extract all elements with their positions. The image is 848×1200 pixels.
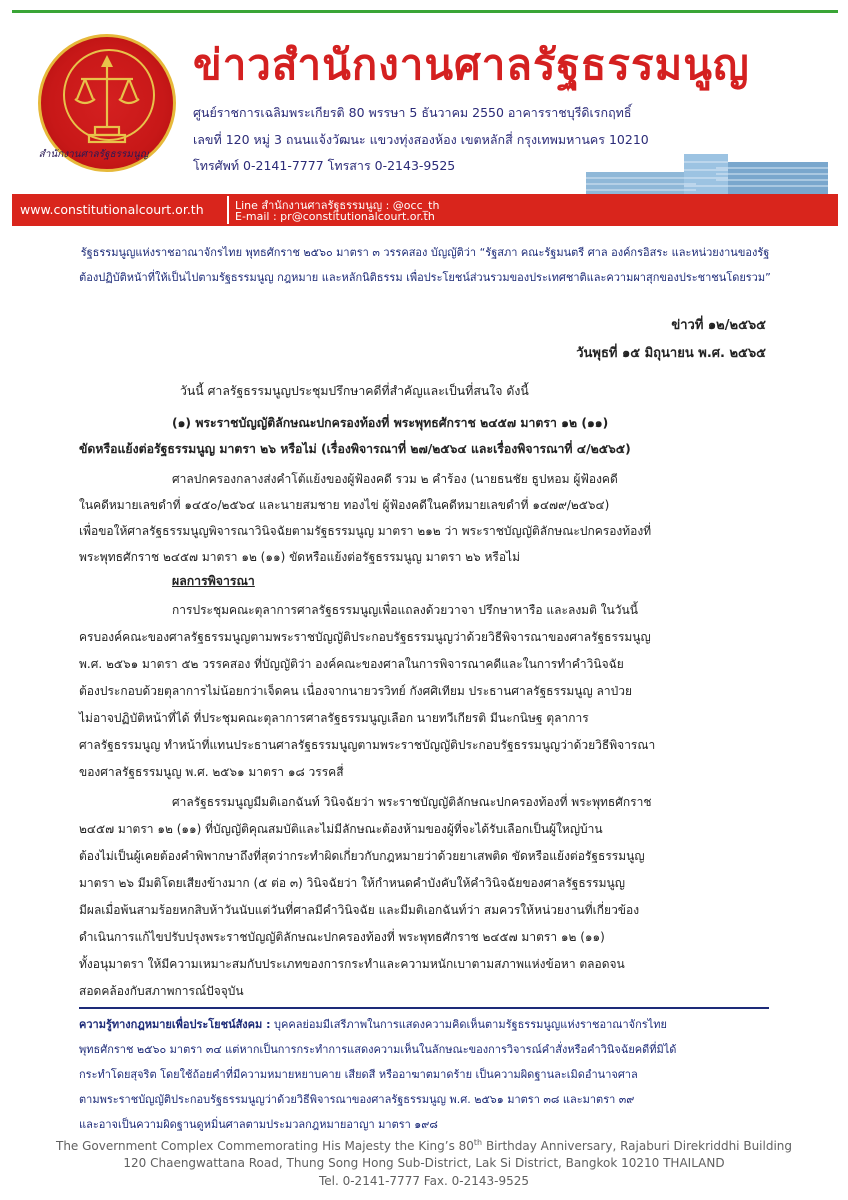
paragraph-line: การประชุมคณะตุลาการศาลรัฐธรรมนูญเพื่อแถลงด้วยวาจา ปรึกษาหารือ และลงมติ ในวันนี้ xyxy=(172,603,638,617)
paragraph-line: ทั้งอนุมาตรา ให้มีความเหมาะสมกับประเภทของการกระทำและความหนักเบาตามสภาพแห่งข้อหา ตลอดจน xyxy=(79,957,625,971)
banner-divider xyxy=(227,196,229,224)
paragraph-line: ศาลรัฐธรรมนูญมีมติเอกฉันท์ วินิจฉัยว่า พระราชบัญญัติลักษณะปกครองท้องที่ พระพุทธศักราช xyxy=(172,795,652,809)
paragraph-line: สอดคล้องกับสภาพการณ์ปัจจุบัน xyxy=(79,984,244,998)
case-heading-line-1: (๑) พระราชบัญญัติลักษณะปกครองท้องที่ พระพุทธศักราช ๒๔๕๗ มาตรา ๑๒ (๑๑) xyxy=(172,416,609,430)
footer-ordinal: th xyxy=(473,1138,483,1147)
footnote-line-1 xyxy=(79,1015,667,1033)
footnote-line: และอาจเป็นความผิดฐานดูหมิ่นศาลตามประมวลกฎหมายอาญา มาตรา ๑๙๘ xyxy=(79,1118,438,1131)
footer-text: The Government Complex Commemorating His Majesty the King’s 80 xyxy=(55,1139,474,1153)
paragraph-line: ดำเนินการแก้ไขปรับปรุงพระราชบัญญัติลักษณะปกครองท้องที่ พระพุทธศักราช ๒๔๕๗ มาตรา ๑๒ (๑๑) xyxy=(79,930,605,944)
paragraph-line: พระพุทธศักราช ๒๔๕๗ มาตรา ๑๒ (๑๑) ขัดหรือแย้งต่อรัฐธรรมนูญ มาตรา ๒๖ หรือไม่ xyxy=(79,550,520,564)
news-date: วันพุธที่ ๑๕ มิถุนายน พ.ศ. ๒๕๖๕ xyxy=(576,346,766,361)
footer-line-1 xyxy=(0,1138,848,1153)
paragraph-line: เพื่อขอให้ศาลรัฐธรรมนูญพิจารณาวินิจฉัยตามรัฐธรรมนูญ มาตรา ๒๑๒ ว่า พระราชบัญญัติลักษณะปกครองท้องที่ xyxy=(79,524,652,538)
paragraph-line: ในคดีหมายเลขดำที่ ๑๔๕๐/๒๕๖๔ และนายสมชาย ทองไข่ ผู้ฟ้องคดีในคดีหมายเลขดำที่ ๑๔๗๙/๒๕๖๔) xyxy=(79,498,610,512)
paragraph-line: ไม่อาจปฏิบัติหน้าที่ได้ ที่ประชุมคณะตุลาการศาลรัฐธรรมนูญเลือก นายทวีเกียรติ มีนะกนิษฐ ตุลาการ xyxy=(79,711,589,725)
paragraph-line: มาตรา ๒๖ มีมติโดยเสียงข้างมาก (๕ ต่อ ๓) วินิจฉัยว่า ให้กำหนดคำบังคับให้คำวินิจฉัยของศาลรัฐธรรมนูญ xyxy=(79,876,625,890)
footer-line-3: Tel. 0-2141-7777 Fax. 0-2143-9525 xyxy=(318,1174,530,1188)
address-line-1: ศูนย์ราชการเฉลิมพระเกียรติ 80 พรรษา 5 ธันวาคม 2550 อาคารราชบุรีดิเรกฤทธิ์ xyxy=(193,105,632,120)
footnote-line: ตามพระราชบัญญัติประกอบรัฐธรรมนูญว่าด้วยวิธีพิจารณาของศาลรัฐธรรมนูญ พ.ศ. ๒๕๖๑ มาตรา ๓๘ และมาตรา ๓๙ xyxy=(79,1093,635,1106)
email-contact: E-mail : pr@constitutionalcourt.or.th xyxy=(235,210,435,223)
paragraph-line: ของศาลรัฐธรรมนูญ พ.ศ. ๒๕๖๑ มาตรา ๑๘ วรรคสี่ xyxy=(79,765,344,779)
phone-fax-line: โทรศัพท์ 0-2141-7777 โทรสาร 0-2143-9525 xyxy=(193,158,456,173)
news-number: ข่าวที่ ๑๒/๒๕๖๕ xyxy=(671,318,766,333)
paragraph-line: พ.ศ. ๒๕๖๑ มาตรา ๕๒ วรรคสอง ที่บัญญัติว่า องค์คณะของศาลในการพิจารณาคดีและในการทำคำวินิจฉัย xyxy=(79,657,624,671)
footnote-text: บุคคลย่อมมีเสรีภาพในการแสดงความคิดเห็นตามรัฐธรรมนูญแห่งราชอาณาจักรไทย xyxy=(274,1018,667,1031)
footnote-rule xyxy=(79,1007,769,1009)
constitution-quote-line-2: ต้องปฏิบัติหน้าที่ให้เป็นไปตามรัฐธรรมนูญ กฎหมาย และหลักนิติธรรม เพื่อประโยชน์ส่วนรวมของประเทศชาติและความผาสุกของประชาชนโดยรวม” xyxy=(79,271,771,284)
org-title: ข่าวสำนักงานศาลรัฐธรรมนูญ xyxy=(193,40,750,89)
line-contact: Line สำนักงานศาลรัฐธรรมนูญ : @occ_th xyxy=(235,199,440,212)
paragraph-line: ศาลปกครองกลางส่งคำโต้แย้งของผู้ฟ้องคดี รวม ๒ คำร้อง (นายธนชัย ธูปหอม ผู้ฟ้องคดี xyxy=(172,472,618,486)
footnote-line: พุทธศักราช ๒๕๖๐ มาตรา ๓๔ แต่หากเป็นการกระทำการแสดงความเห็นในลักษณะของการวิจารณ์คำสั่งหรือคำวินิจฉัยคดีที่มิได้ xyxy=(79,1043,677,1056)
emblem-caption: สำนักงานศาลรัฐธรรมนูญ xyxy=(38,149,149,160)
paragraph-line: ศาลรัฐธรรมนูญ ทำหน้าที่แทนประธานศาลรัฐธรรมนูญตามพระราชบัญญัติประกอบรัฐธรรมนูญว่าด้วยวิธีพิจารณา xyxy=(79,738,656,752)
results-subheading: ผลการพิจารณา xyxy=(172,574,255,588)
paragraph-line: ครบองค์คณะของศาลรัฐธรรมนูญตามพระราชบัญญัติประกอบรัฐธรรมนูญว่าด้วยวิธีพิจารณาของศาลรัฐธรรมนูญ xyxy=(79,630,651,644)
footnote-line: กระทำโดยสุจริต โดยใช้ถ้อยคำที่มีความหมายหยาบคาย เสียดสี หรืออาฆาตมาดร้าย เป็นความผิดฐานละเมิดอำนาจศาล xyxy=(79,1068,638,1081)
paragraph-line: ๒๔๕๗ มาตรา ๑๒ (๑๑) ที่บัญญัติคุณสมบัติและไม่มีลักษณะต้องห้ามของผู้ที่จะได้รับเลือกเป็นผู้ใหญ่บ้าน xyxy=(79,822,603,836)
paragraph-line: ต้องประกอบด้วยตุลาการไม่น้อยกว่าเจ็ดคน เนื่องจากนายวรวิทย์ กังศศิเทียม ประธานศาลรัฐธรรมนูญ ลาป่วย xyxy=(79,684,633,698)
paragraph-line: ต้องไม่เป็นผู้เคยต้องคำพิพากษาถึงที่สุดว่ากระทำผิดเกี่ยวกับกฎหมายว่าด้วยยาเสพติด ขัดหรือแย้งต่อรัฐธรรมนูญ xyxy=(79,849,645,863)
website-link[interactable]: www.constitutionalcourt.or.th xyxy=(20,202,204,217)
header-top-rule xyxy=(12,10,838,13)
address-line-2: เลขที่ 120 หมู่ 3 ถนนแจ้งวัฒนะ แขวงทุ่งสองห้อง เขตหลักสี่ กรุงเทพมหานคร 10210 xyxy=(193,132,649,147)
footer-line-2: 120 Chaengwattana Road, Thung Song Hong Sub-District, Lak Si District, Bangkok 10210 THAILAND xyxy=(123,1156,725,1170)
intro-line: วันนี้ ศาลรัฐธรรมนูญประชุมปรึกษาคดีที่สำคัญและเป็นที่สนใจ ดังนี้ xyxy=(180,384,529,398)
footnote-label: ความรู้ทางกฎหมายเพื่อประโยชน์สังคม : xyxy=(79,1018,271,1031)
paragraph-line: มีผลเมื่อพ้นสามร้อยหกสิบห้าวันนับแต่วันที่ศาลมีคำวินิจฉัย และมีมติเอกฉันท์ว่า สมควรให้หน่วยงานที่เกี่ยวข้อง xyxy=(79,903,640,917)
case-heading-line-2: ขัดหรือแย้งต่อรัฐธรรมนูญ มาตรา ๒๖ หรือไม่ (เรื่องพิจารณาที่ ๒๗/๒๕๖๔ และเรื่องพิจารณาที่ ๔/๒๕๖๕) xyxy=(79,442,631,456)
constitution-quote-line-1: รัฐธรรมนูญแห่งราชอาณาจักรไทย พุทธศักราช ๒๕๖๐ มาตรา ๓ วรรคสอง บัญญัติว่า “รัฐสภา คณะรัฐมนตรี ศาล องค์กรอิสระ และหน่วยงานของรัฐ xyxy=(80,246,770,259)
court-building-illustration xyxy=(566,148,838,200)
footer-text: Birthday Anniversary, Rajaburi Direkriddhi Building xyxy=(482,1139,793,1153)
